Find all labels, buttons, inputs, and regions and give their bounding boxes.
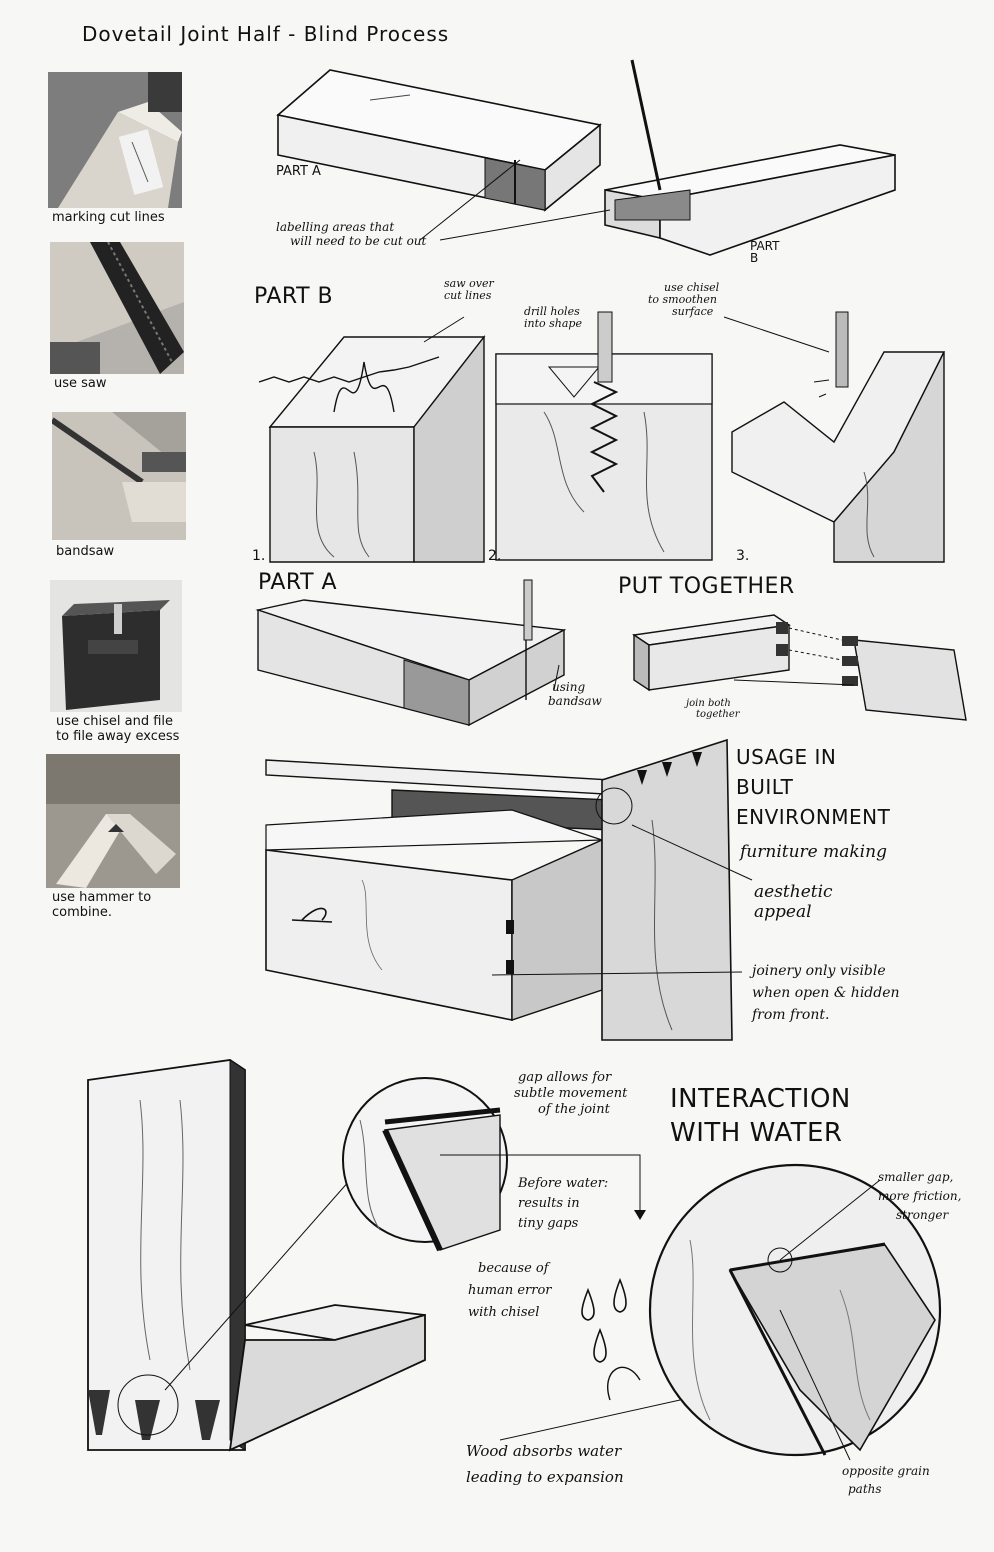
smaller-gap-line1: smaller gap, <box>878 1170 954 1184</box>
put-together-heading: PUT TOGETHER <box>618 574 795 599</box>
opposite-grain-note <box>842 1462 930 1498</box>
usage-subheading: furniture making <box>740 842 887 862</box>
human-error-line1: because of <box>478 1261 549 1276</box>
gap-note <box>514 1070 627 1118</box>
gap-note-line2: subtle movement <box>514 1086 628 1101</box>
part-b-label-line2: B <box>750 251 759 265</box>
labelling-note-line2: will need to be cut out <box>290 234 427 248</box>
gap-note-line1: gap allows for <box>518 1070 612 1085</box>
absorbs-note <box>466 1438 624 1490</box>
drawer-sketch <box>262 740 742 1050</box>
usage-heading-line1: USAGE IN <box>736 745 837 769</box>
opposite-grain-line1: opposite grain <box>842 1464 930 1478</box>
photo-caption-5-line1: use hammer to <box>52 890 152 905</box>
water-heading <box>670 1082 851 1150</box>
usage-heading-line2: BUILT <box>736 775 794 799</box>
photo-caption-4 <box>56 714 179 744</box>
joinery-note <box>752 960 900 1026</box>
saw-photo-image <box>50 242 184 374</box>
chisel-note-line2: to smoothen <box>648 293 717 306</box>
bandsaw-note-line1: using <box>552 680 586 694</box>
bandsaw-note <box>548 680 602 708</box>
labelling-note-line1: labelling areas that <box>276 220 395 234</box>
chisel-note-line1: use chisel <box>664 281 720 294</box>
human-error-line3: with chisel <box>468 1305 540 1320</box>
photo-caption-4-line2: to file away excess <box>56 729 180 744</box>
part-b-label-top <box>750 240 779 264</box>
joinery-note-line2: when open & hidden <box>752 985 900 1001</box>
usage-heading-line3: ENVIRONMENT <box>736 805 891 829</box>
water-heading-line2: WITH WATER <box>670 1118 843 1148</box>
saw-note-line2: cut lines <box>444 289 492 302</box>
part-b-label-line1: PART <box>750 239 780 253</box>
usage-heading <box>736 742 890 832</box>
joinery-note-line3: from front. <box>752 1007 830 1023</box>
before-water-line2: results in <box>518 1196 580 1211</box>
aesthetic-note-line2: appeal <box>754 902 812 922</box>
photo-caption-2: use saw <box>54 376 107 391</box>
smaller-gap-note <box>878 1168 961 1225</box>
join-note-line1: join both <box>686 698 731 709</box>
part-a-label-top: PART A <box>276 164 321 179</box>
photo-chisel <box>50 580 182 712</box>
human-error-note <box>468 1258 552 1324</box>
join-note-line2: together <box>696 709 740 720</box>
before-water-line1: Before water: <box>518 1176 609 1191</box>
smaller-gap-line3: stronger <box>896 1208 949 1222</box>
bandsaw-note-line2: bandsaw <box>548 694 602 708</box>
before-water-line3: tiny gaps <box>518 1216 579 1231</box>
step-1-label: 1. <box>252 548 266 564</box>
water-heading-line1: INTERACTION <box>670 1084 851 1114</box>
part-b-sketches <box>254 312 954 568</box>
join-note <box>686 698 740 720</box>
step-2-label: 2. <box>488 548 502 564</box>
joinery-note-line1: joinery only visible <box>752 963 886 979</box>
before-water-note <box>518 1174 608 1234</box>
photo-bandsaw <box>52 412 186 540</box>
marking-photo-image <box>48 72 182 208</box>
photo-caption-4-line1: use chisel and file <box>56 714 174 729</box>
gap-note-line3: of the joint <box>538 1102 610 1117</box>
drill-note-line1: drill holes <box>524 305 580 318</box>
absorbs-line2: leading to expansion <box>466 1468 624 1486</box>
absorbs-line1: Wood absorbs water <box>466 1442 622 1460</box>
photo-hammer <box>46 754 180 888</box>
human-error-line2: human error <box>468 1283 552 1298</box>
aesthetic-note-line1: aesthetic <box>754 882 833 902</box>
labelling-note <box>276 220 426 248</box>
chisel-photo-image <box>50 580 182 712</box>
part-a-heading: PART A <box>258 570 338 595</box>
hammer-photo-image <box>46 754 180 888</box>
photo-caption-3: bandsaw <box>56 544 115 559</box>
step-3-label: 3. <box>736 548 750 564</box>
photo-caption-5-line2: combine. <box>52 905 112 920</box>
photo-caption-5 <box>52 890 151 920</box>
saw-note <box>444 278 494 302</box>
opposite-grain-line2: paths <box>848 1482 882 1496</box>
photo-saw <box>50 242 184 374</box>
page-title: Dovetail Joint Half - Blind Process <box>82 22 450 46</box>
part-b-heading: PART B <box>254 284 334 309</box>
photo-marking <box>48 72 182 208</box>
photo-caption-1: marking cut lines <box>52 210 165 225</box>
saw-note-line1: saw over <box>444 277 494 290</box>
chisel-note-line3: surface <box>672 305 714 318</box>
smaller-gap-line2: more friction, <box>878 1189 962 1203</box>
bandsaw-photo-image <box>52 412 186 540</box>
part-a-and-assembly-sketches <box>254 580 974 730</box>
aesthetic-note <box>754 882 833 922</box>
drill-note-line2: into shape <box>524 317 582 330</box>
